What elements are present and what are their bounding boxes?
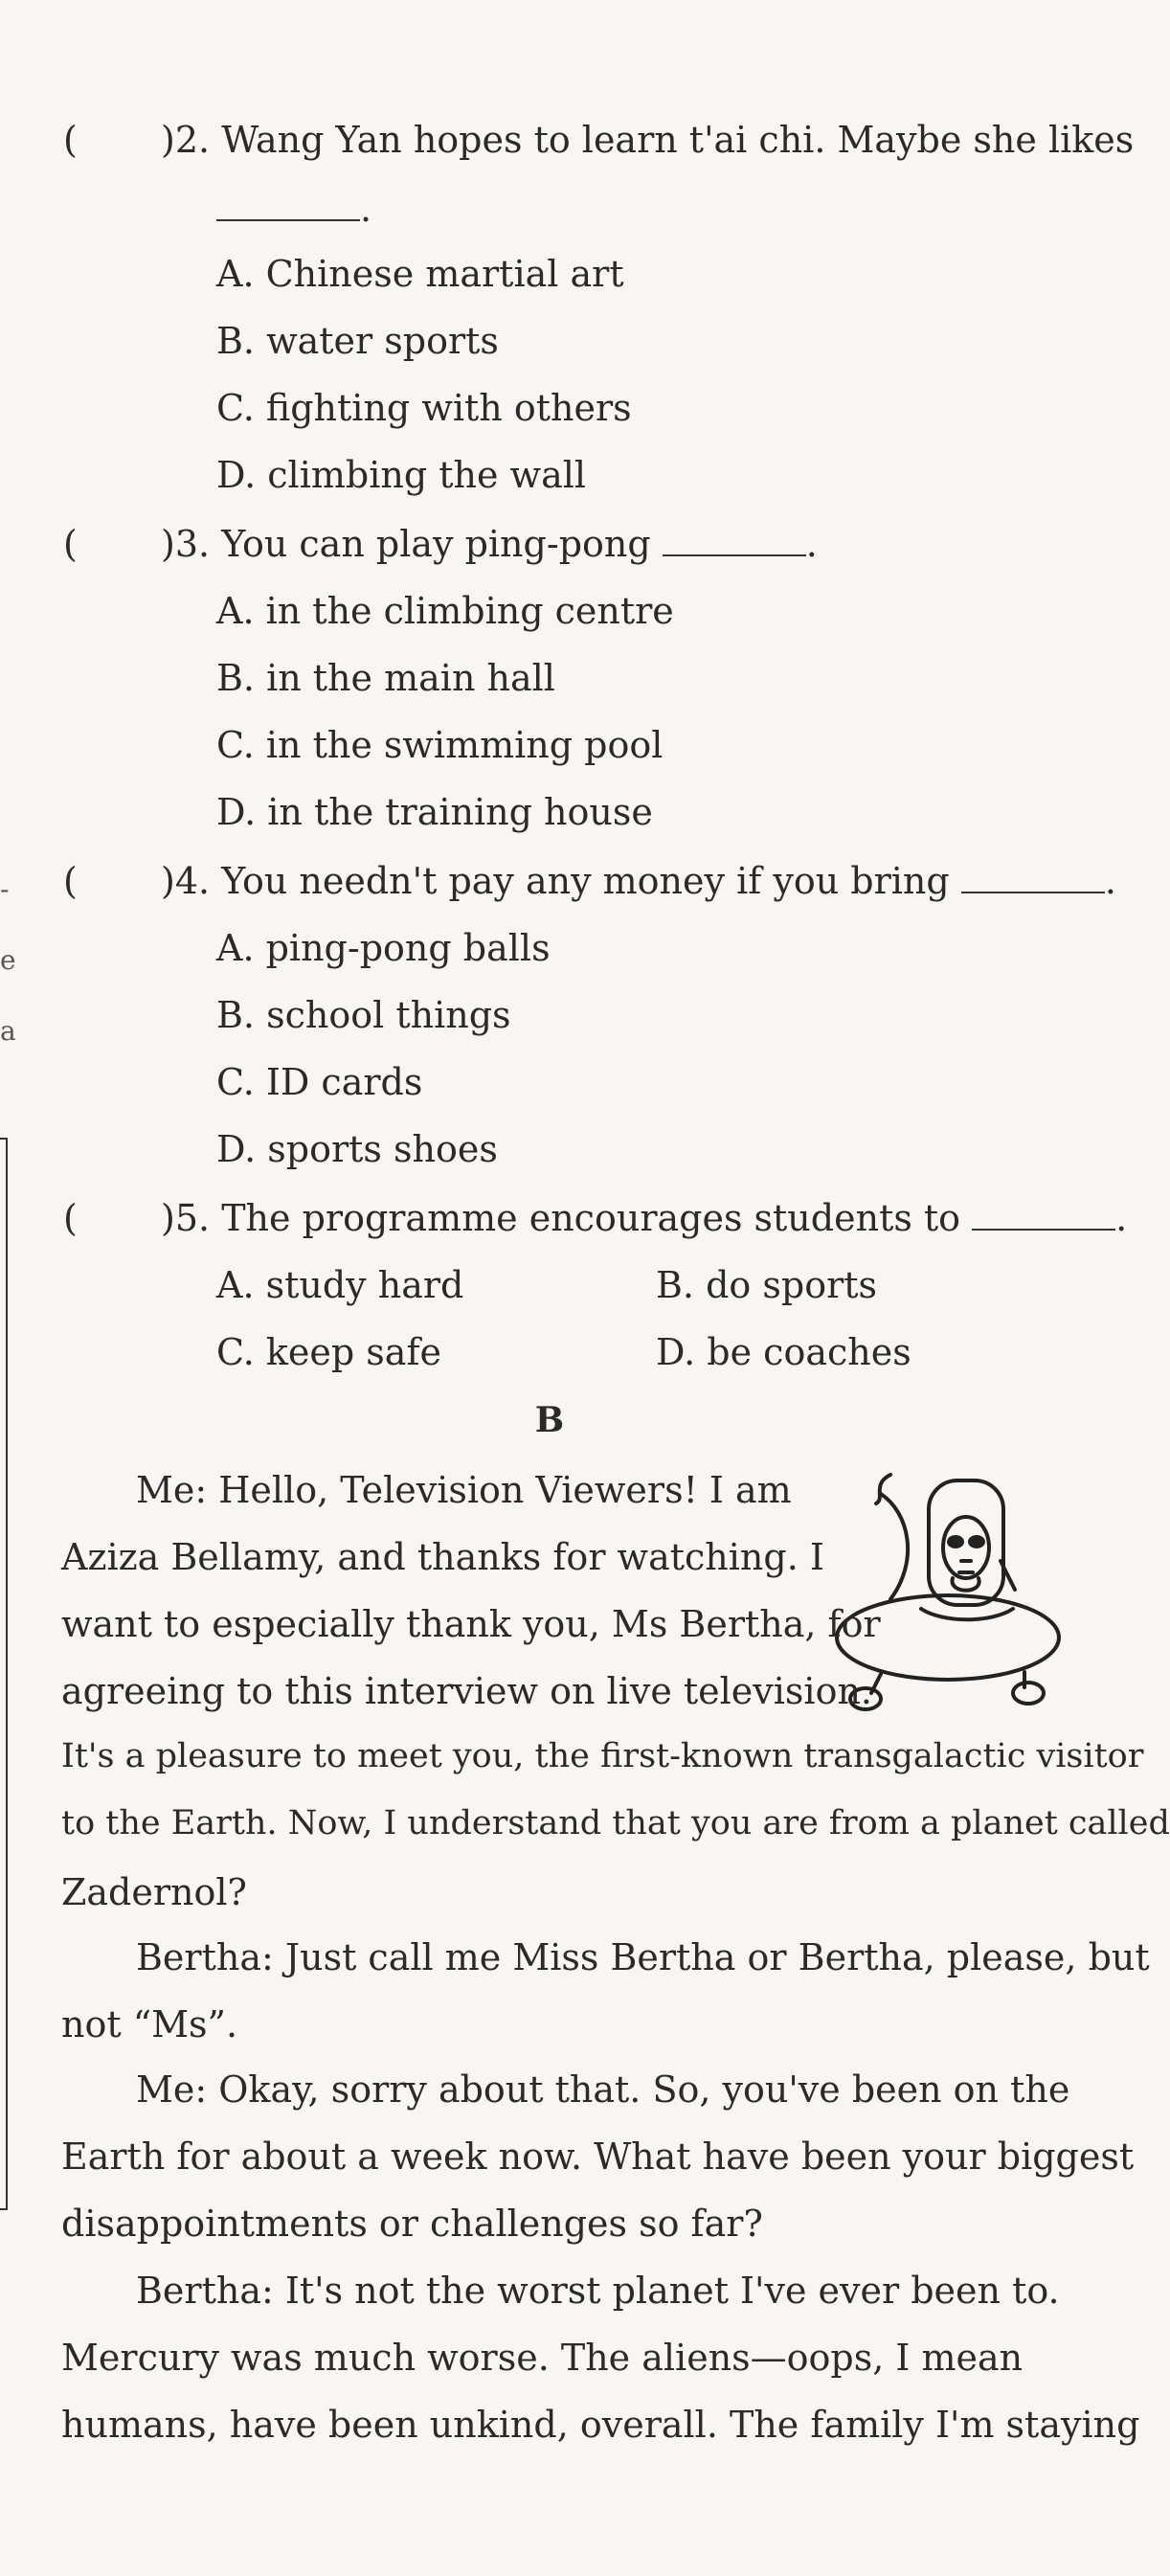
- section-label: B: [534, 1400, 565, 1440]
- passage-line: not “Ms”.: [61, 2003, 238, 2045]
- option: A. ping-pong balls: [216, 927, 551, 969]
- passage-line: want to especially thank you, Ms Bertha, for: [61, 1603, 881, 1645]
- answer-bracket: (: [63, 860, 78, 902]
- answer-bracket: (: [63, 1197, 78, 1239]
- option: C. fighting with others: [216, 387, 632, 429]
- question-3-stem: )3. You can play ping-pong .: [161, 523, 818, 565]
- passage-line: Me: Hello, Television Viewers! I am: [136, 1469, 792, 1511]
- passage-line: Mercury was much worse. The aliens—oops, I mean: [61, 2337, 1024, 2379]
- passage-line: Bertha: Just call me Miss Bertha or Bertha, please, but: [136, 1936, 1150, 1978]
- option: D. be coaches: [656, 1331, 911, 1373]
- passage-line: agreeing to this interview on live television.: [61, 1670, 873, 1712]
- passage-line: It's a pleasure to meet you, the first-known transgalactic visitor: [61, 1737, 1144, 1775]
- option: C. ID cards: [216, 1061, 423, 1103]
- option: C. in the swimming pool: [216, 724, 664, 766]
- passage-line: to the Earth. Now, I understand that you are from a planet called: [61, 1804, 1170, 1842]
- passage-line: humans, have been unkind, overall. The family I'm staying: [61, 2404, 1140, 2446]
- option: A. study hard: [216, 1264, 464, 1306]
- option: B. water sports: [216, 320, 499, 362]
- passage-line: disappointments or challenges so far?: [61, 2203, 763, 2245]
- passage-line: Me: Okay, sorry about that. So, you've been on the: [136, 2068, 1070, 2111]
- answer-bracket: (: [63, 119, 78, 161]
- option: A. in the climbing centre: [216, 590, 674, 632]
- option: B. in the main hall: [216, 657, 555, 699]
- margin-line: [6, 1138, 8, 2210]
- question-5-stem: )5. The programme encourages students to .: [161, 1197, 1128, 1239]
- option: D. climbing the wall: [216, 454, 587, 496]
- edge-mark: a: [0, 1015, 16, 1047]
- passage-line: Bertha: It's not the worst planet I've ever been to.: [136, 2270, 1060, 2312]
- question-2-stem: )2. Wang Yan hopes to learn t'ai chi. Maybe she likes: [161, 119, 1135, 161]
- option: D. in the training house: [216, 791, 653, 833]
- question-2-blank: .: [216, 188, 371, 230]
- option: D. sports shoes: [216, 1128, 498, 1170]
- option: B. do sports: [656, 1264, 878, 1306]
- edge-mark: e: [0, 944, 16, 976]
- passage-line: Zadernol?: [61, 1871, 247, 1913]
- passage-line: Aziza Bellamy, and thanks for watching. I: [61, 1536, 824, 1578]
- edge-mark: -: [0, 873, 10, 905]
- question-4-stem: )4. You needn't pay any money if you bring .: [161, 860, 1116, 902]
- margin-line: [0, 2208, 6, 2210]
- option: A. Chinese martial art: [216, 253, 624, 295]
- option: C. keep safe: [216, 1331, 441, 1373]
- answer-bracket: (: [63, 523, 78, 565]
- option: B. school things: [216, 994, 511, 1036]
- passage-line: Earth for about a week now. What have been your biggest: [61, 2135, 1135, 2178]
